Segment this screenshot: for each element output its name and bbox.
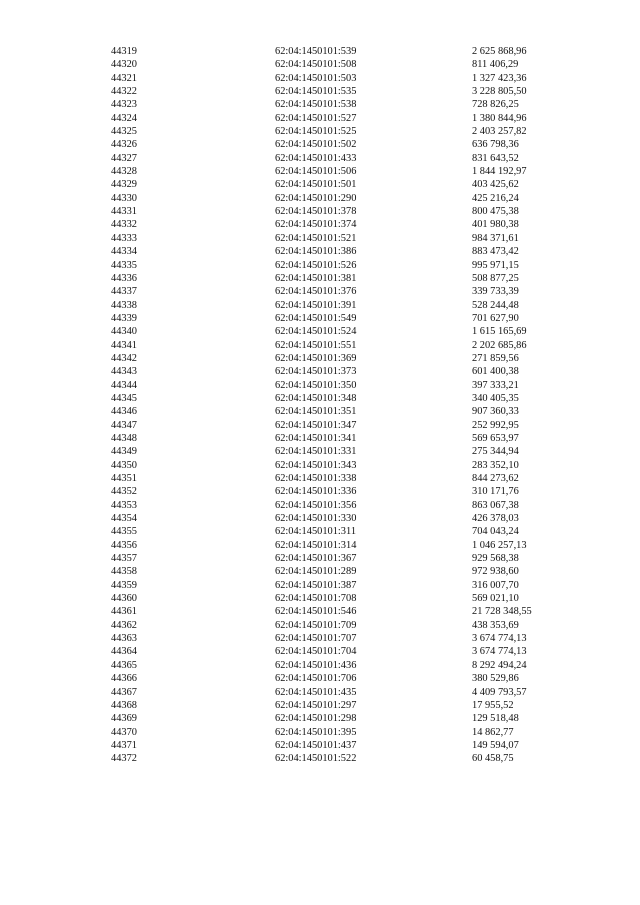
amount: 403 425,62 bbox=[472, 179, 519, 191]
row-number: 44334 bbox=[111, 246, 137, 258]
amount: 310 171,76 bbox=[472, 486, 519, 498]
row-number: 44369 bbox=[111, 713, 137, 725]
row-number: 44360 bbox=[111, 593, 137, 605]
table-row bbox=[0, 552, 640, 565]
table-row bbox=[0, 619, 640, 632]
row-number: 44338 bbox=[111, 299, 137, 311]
table-row bbox=[0, 165, 640, 178]
amount: 1 615 165,69 bbox=[472, 326, 527, 338]
amount: 1 046 257,13 bbox=[472, 539, 527, 551]
amount: 2 625 868,96 bbox=[472, 46, 527, 57]
amount: 275 344,94 bbox=[472, 446, 519, 458]
row-number: 44347 bbox=[111, 419, 137, 431]
row-number: 44330 bbox=[111, 192, 137, 204]
cadastral-number: 62:04:1450101:395 bbox=[275, 726, 357, 738]
row-number: 44339 bbox=[111, 312, 137, 324]
cadastral-number: 62:04:1450101:297 bbox=[275, 699, 357, 711]
cadastral-number: 62:04:1450101:435 bbox=[275, 686, 357, 698]
cadastral-number: 62:04:1450101:546 bbox=[275, 606, 357, 618]
table-row bbox=[0, 112, 640, 125]
table-row bbox=[0, 419, 640, 432]
cadastral-number: 62:04:1450101:526 bbox=[275, 259, 357, 271]
amount: 811 406,29 bbox=[472, 59, 519, 71]
data-table bbox=[0, 45, 640, 766]
table-row bbox=[0, 299, 640, 312]
row-number: 44367 bbox=[111, 686, 137, 698]
cadastral-number: 62:04:1450101:707 bbox=[275, 633, 357, 645]
row-number: 44358 bbox=[111, 566, 137, 578]
row-number: 44329 bbox=[111, 179, 137, 191]
amount: 2 403 257,82 bbox=[472, 126, 527, 138]
amount: 569 021,10 bbox=[472, 593, 519, 605]
amount: 601 400,38 bbox=[472, 366, 519, 378]
amount: 271 859,56 bbox=[472, 352, 519, 364]
table-row bbox=[0, 686, 640, 699]
row-number: 44333 bbox=[111, 232, 137, 244]
table-row bbox=[0, 339, 640, 352]
table-row bbox=[0, 178, 640, 191]
table-row bbox=[0, 472, 640, 485]
table-row bbox=[0, 272, 640, 285]
table-row bbox=[0, 152, 640, 165]
amount: 2 202 685,86 bbox=[472, 339, 527, 351]
cadastral-number: 62:04:1450101:503 bbox=[275, 72, 357, 84]
cadastral-number: 62:04:1450101:343 bbox=[275, 459, 357, 471]
cadastral-number: 62:04:1450101:387 bbox=[275, 579, 357, 591]
table-row bbox=[0, 459, 640, 472]
cadastral-number: 62:04:1450101:367 bbox=[275, 553, 357, 565]
cadastral-number: 62:04:1450101:369 bbox=[275, 352, 357, 364]
amount: 907 360,33 bbox=[472, 406, 519, 418]
cadastral-number: 62:04:1450101:348 bbox=[275, 392, 357, 404]
row-number: 44323 bbox=[111, 99, 137, 111]
cadastral-number: 62:04:1450101:436 bbox=[275, 659, 357, 671]
cadastral-number: 62:04:1450101:338 bbox=[275, 473, 357, 484]
table-row bbox=[0, 485, 640, 498]
cadastral-number: 62:04:1450101:298 bbox=[275, 713, 357, 725]
amount: 17 955,52 bbox=[472, 699, 514, 711]
cadastral-number: 62:04:1450101:311 bbox=[275, 526, 357, 538]
amount: 1 327 423,36 bbox=[472, 72, 527, 84]
row-number: 44327 bbox=[111, 152, 137, 164]
table-row bbox=[0, 285, 640, 298]
amount: 316 007,70 bbox=[472, 579, 519, 591]
table-row bbox=[0, 218, 640, 231]
row-number: 44322 bbox=[111, 86, 137, 98]
cadastral-number: 62:04:1450101:336 bbox=[275, 486, 357, 498]
table-row bbox=[0, 565, 640, 578]
table-row bbox=[0, 245, 640, 258]
table-row bbox=[0, 605, 640, 618]
cadastral-number: 62:04:1450101:433 bbox=[275, 152, 357, 164]
amount: 60 458,75 bbox=[472, 753, 514, 765]
row-number: 44346 bbox=[111, 406, 137, 418]
table-row bbox=[0, 632, 640, 645]
cadastral-number: 62:04:1450101:524 bbox=[275, 326, 357, 338]
row-number: 44332 bbox=[111, 219, 137, 231]
row-number: 44368 bbox=[111, 699, 137, 711]
row-number: 44356 bbox=[111, 539, 137, 551]
row-number: 44344 bbox=[111, 379, 137, 391]
row-number: 44372 bbox=[111, 753, 137, 765]
table-row bbox=[0, 752, 640, 765]
row-number: 44340 bbox=[111, 326, 137, 338]
row-number: 44363 bbox=[111, 633, 137, 645]
table-row bbox=[0, 85, 640, 98]
cadastral-number: 62:04:1450101:551 bbox=[275, 339, 357, 351]
cadastral-number: 62:04:1450101:525 bbox=[275, 126, 357, 138]
amount: 340 405,35 bbox=[472, 392, 519, 404]
amount: 380 529,86 bbox=[472, 673, 519, 685]
cadastral-number: 62:04:1450101:331 bbox=[275, 446, 357, 458]
row-number: 44331 bbox=[111, 206, 137, 218]
table-row bbox=[0, 312, 640, 325]
row-number: 44355 bbox=[111, 526, 137, 538]
amount: 528 244,48 bbox=[472, 299, 519, 311]
amount: 252 992,95 bbox=[472, 419, 519, 431]
amount: 8 292 494,24 bbox=[472, 659, 527, 671]
cadastral-number: 62:04:1450101:373 bbox=[275, 366, 357, 378]
table-row bbox=[0, 192, 640, 205]
table-row bbox=[0, 712, 640, 725]
cadastral-number: 62:04:1450101:376 bbox=[275, 286, 357, 298]
table-row bbox=[0, 539, 640, 552]
amount: 4 409 793,57 bbox=[472, 686, 527, 698]
row-number: 44336 bbox=[111, 272, 137, 284]
cadastral-number: 62:04:1450101:347 bbox=[275, 419, 357, 431]
row-number: 44354 bbox=[111, 513, 137, 525]
amount: 883 473,42 bbox=[472, 246, 519, 258]
amount: 863 067,38 bbox=[472, 499, 519, 511]
cadastral-number: 62:04:1450101:706 bbox=[275, 673, 357, 685]
table-row bbox=[0, 512, 640, 525]
amount: 438 353,69 bbox=[472, 619, 519, 631]
table-row bbox=[0, 259, 640, 272]
table-row bbox=[0, 445, 640, 458]
table-row bbox=[0, 379, 640, 392]
row-number: 44326 bbox=[111, 139, 137, 151]
row-number: 44365 bbox=[111, 659, 137, 671]
cadastral-number: 62:04:1450101:535 bbox=[275, 86, 357, 98]
row-number: 44319 bbox=[111, 46, 137, 57]
table-row bbox=[0, 525, 640, 538]
amount: 14 862,77 bbox=[472, 726, 514, 738]
amount: 426 378,03 bbox=[472, 513, 519, 525]
row-number: 44359 bbox=[111, 579, 137, 591]
row-number: 44361 bbox=[111, 606, 137, 618]
cadastral-number: 62:04:1450101:378 bbox=[275, 206, 357, 218]
row-number: 44325 bbox=[111, 126, 137, 138]
amount: 397 333,21 bbox=[472, 379, 519, 391]
amount: 129 518,48 bbox=[472, 713, 519, 725]
row-number: 44370 bbox=[111, 726, 137, 738]
table-row bbox=[0, 232, 640, 245]
cadastral-number: 62:04:1450101:508 bbox=[275, 59, 357, 71]
table-row bbox=[0, 645, 640, 658]
row-number: 44353 bbox=[111, 499, 137, 511]
amount: 800 475,38 bbox=[472, 206, 519, 218]
table-row bbox=[0, 726, 640, 739]
table-row bbox=[0, 58, 640, 71]
amount: 149 594,07 bbox=[472, 739, 519, 751]
row-number: 44352 bbox=[111, 486, 137, 498]
amount: 569 653,97 bbox=[472, 432, 519, 444]
row-number: 44345 bbox=[111, 392, 137, 404]
row-number: 44348 bbox=[111, 432, 137, 444]
row-number: 44341 bbox=[111, 339, 137, 351]
cadastral-number: 62:04:1450101:521 bbox=[275, 232, 357, 244]
cadastral-number: 62:04:1450101:386 bbox=[275, 246, 357, 258]
cadastral-number: 62:04:1450101:289 bbox=[275, 566, 357, 578]
row-number: 44371 bbox=[111, 739, 137, 751]
amount: 1 844 192,97 bbox=[472, 166, 527, 178]
table-row bbox=[0, 205, 640, 218]
row-number: 44342 bbox=[111, 352, 137, 364]
amount: 831 643,52 bbox=[472, 152, 519, 164]
amount: 929 568,38 bbox=[472, 553, 519, 565]
cadastral-number: 62:04:1450101:704 bbox=[275, 646, 357, 658]
cadastral-number: 62:04:1450101:341 bbox=[275, 432, 357, 444]
amount: 3 674 774,13 bbox=[472, 646, 527, 658]
row-number: 44362 bbox=[111, 619, 137, 631]
cadastral-number: 62:04:1450101:356 bbox=[275, 499, 357, 511]
cadastral-number: 62:04:1450101:709 bbox=[275, 619, 357, 631]
amount: 3 228 805,50 bbox=[472, 86, 527, 98]
table-row bbox=[0, 98, 640, 111]
amount: 728 826,25 bbox=[472, 99, 519, 111]
row-number: 44324 bbox=[111, 112, 137, 124]
table-row bbox=[0, 672, 640, 685]
table-row bbox=[0, 659, 640, 672]
amount: 425 216,24 bbox=[472, 192, 519, 204]
row-number: 44328 bbox=[111, 166, 137, 178]
cadastral-number: 62:04:1450101:437 bbox=[275, 739, 357, 751]
row-number: 44337 bbox=[111, 286, 137, 298]
amount: 704 043,24 bbox=[472, 526, 519, 538]
row-number: 44320 bbox=[111, 59, 137, 71]
cadastral-number: 62:04:1450101:381 bbox=[275, 272, 357, 284]
cadastral-number: 62:04:1450101:506 bbox=[275, 166, 357, 178]
table-row bbox=[0, 392, 640, 405]
cadastral-number: 62:04:1450101:374 bbox=[275, 219, 357, 231]
cadastral-number: 62:04:1450101:502 bbox=[275, 139, 357, 151]
cadastral-number: 62:04:1450101:708 bbox=[275, 593, 357, 605]
row-number: 44343 bbox=[111, 366, 137, 378]
table-row bbox=[0, 592, 640, 605]
table-row bbox=[0, 405, 640, 418]
row-number: 44357 bbox=[111, 553, 137, 565]
table-row bbox=[0, 352, 640, 365]
cadastral-number: 62:04:1450101:350 bbox=[275, 379, 357, 391]
cadastral-number: 62:04:1450101:351 bbox=[275, 406, 357, 418]
table-row bbox=[0, 125, 640, 138]
cadastral-number: 62:04:1450101:538 bbox=[275, 99, 357, 111]
table-row bbox=[0, 579, 640, 592]
row-number: 44351 bbox=[111, 473, 137, 484]
cadastral-number: 62:04:1450101:501 bbox=[275, 179, 357, 191]
cadastral-number: 62:04:1450101:290 bbox=[275, 192, 357, 204]
amount: 701 627,90 bbox=[472, 312, 519, 324]
amount: 636 798,36 bbox=[472, 139, 519, 151]
amount: 283 352,10 bbox=[472, 459, 519, 471]
cadastral-number: 62:04:1450101:549 bbox=[275, 312, 357, 324]
amount: 339 733,39 bbox=[472, 286, 519, 298]
row-number: 44364 bbox=[111, 646, 137, 658]
amount: 1 380 844,96 bbox=[472, 112, 527, 124]
table-row bbox=[0, 72, 640, 85]
cadastral-number: 62:04:1450101:522 bbox=[275, 753, 357, 765]
table-row bbox=[0, 499, 640, 512]
cadastral-number: 62:04:1450101:539 bbox=[275, 46, 357, 57]
amount: 21 728 348,55 bbox=[472, 606, 532, 618]
table-row bbox=[0, 325, 640, 338]
amount: 972 938,60 bbox=[472, 566, 519, 578]
row-number: 44321 bbox=[111, 72, 137, 84]
cadastral-number: 62:04:1450101:314 bbox=[275, 539, 357, 551]
table-row bbox=[0, 739, 640, 752]
cadastral-number: 62:04:1450101:391 bbox=[275, 299, 357, 311]
amount: 401 980,38 bbox=[472, 219, 519, 231]
row-number: 44366 bbox=[111, 673, 137, 685]
cadastral-number: 62:04:1450101:527 bbox=[275, 112, 357, 124]
row-number: 44350 bbox=[111, 459, 137, 471]
cadastral-number: 62:04:1450101:330 bbox=[275, 513, 357, 525]
amount: 995 971,15 bbox=[472, 259, 519, 271]
row-number: 44335 bbox=[111, 259, 137, 271]
amount: 844 273,62 bbox=[472, 473, 519, 484]
amount: 3 674 774,13 bbox=[472, 633, 527, 645]
amount: 984 371,61 bbox=[472, 232, 519, 244]
amount: 508 877,25 bbox=[472, 272, 519, 284]
table-row bbox=[0, 365, 640, 378]
table-row bbox=[0, 45, 640, 58]
table-row bbox=[0, 699, 640, 712]
table-row bbox=[0, 138, 640, 151]
row-number: 44349 bbox=[111, 446, 137, 458]
table-row bbox=[0, 432, 640, 445]
